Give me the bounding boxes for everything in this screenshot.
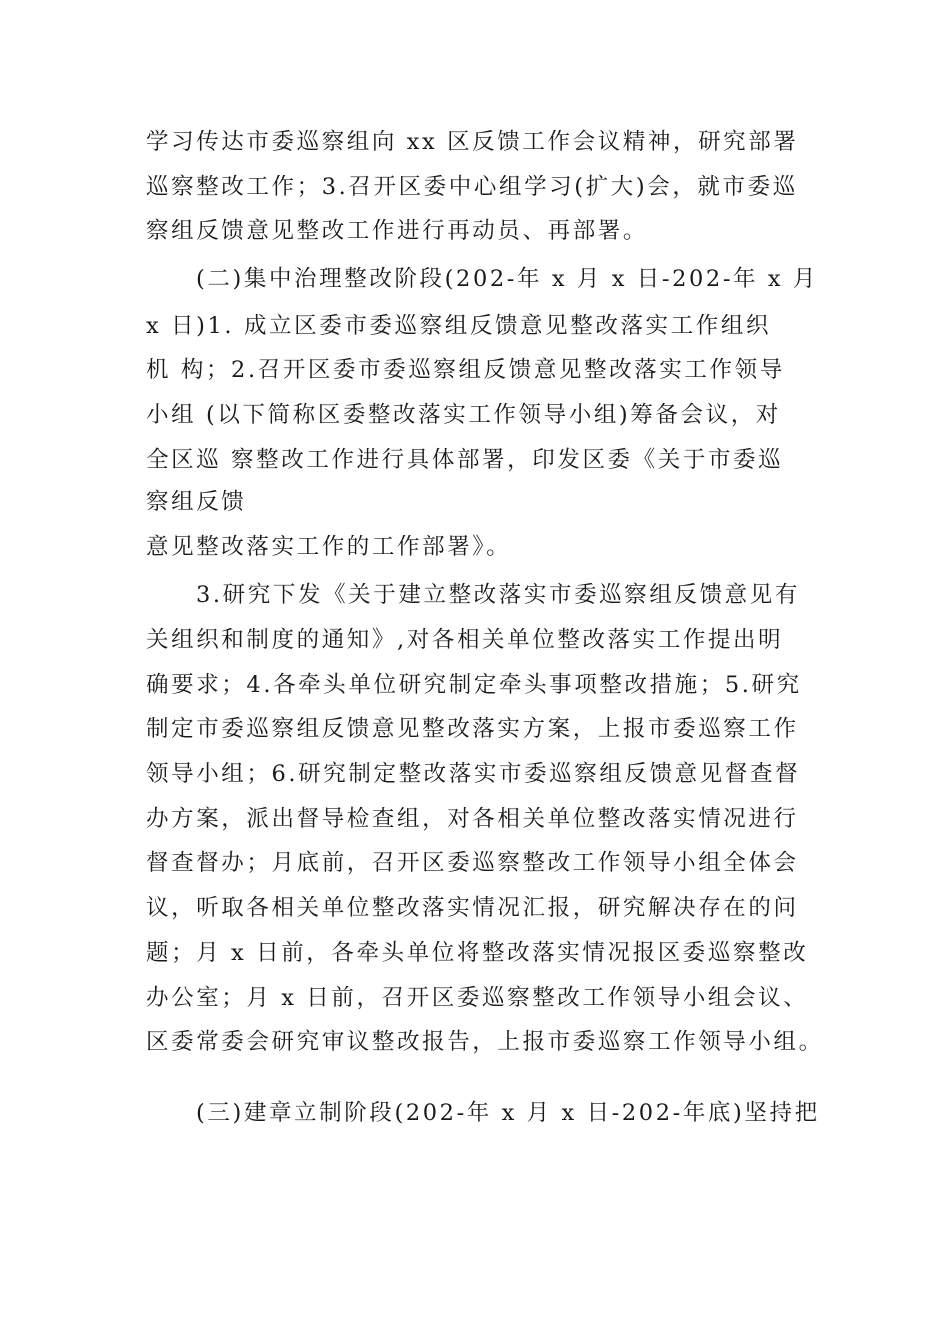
paragraph-line: 领导小组；6.研究制定整改落实市委巡察组反馈意见督查督 [146,761,801,787]
paragraph-line: 察组反馈意见整改工作进行再动员、再部署。 [146,218,649,244]
paragraph-line: 机 构；2.召开区委市委巡察组反馈意见整改落实工作领导 [146,357,785,383]
paragraph-line: 制定市委巡察组反馈意见整改落实方案，上报市委巡察工作 [146,716,799,742]
paragraph-line: 察组反馈 [146,489,247,515]
paragraph-line: 3.研究下发《关于建立整改落实市委巡察组反馈意见有 [196,582,800,608]
paragraph-line: 关组织和制度的通知》,对各相关单位整改落实工作提出明 [146,627,784,653]
paragraph-line: 区委常委会研究审议整改报告，上报市委巡察工作领导小组。 [146,1029,824,1055]
paragraph-line: x 日)1. 成立区委市委巡察组反馈意见整改落实工作组织 [146,313,772,339]
paragraph-line: 确要求；4.各牵头单位研究制定牵头事项整改措施；5.研究 [146,672,802,698]
paragraph-line: 题；月 x 日前，各牵头单位将整改落实情况报区委巡察整改 [146,940,809,966]
paragraph-line: 全区巡 察整改工作进行具体部署，印发区委《关于市委巡 [146,447,784,473]
paragraph-line: 办方案，派出督导检查组，对各相关单位整改落实情况进行 [146,806,799,832]
section-heading-line: (三)建章立制阶段(202-年 x 月 x 日-202-年底)坚持把 [196,1100,820,1126]
paragraph-line: 办公室；月 x 日前，召开区委巡察整改工作领导小组会议、 [146,985,809,1011]
paragraph-line: 督查督办；月底前，召开区委巡察整改工作领导小组全体会 [146,850,799,876]
section-heading-line: (二)集中治理整改阶段(202-年 x 月 x 日-202-年 x 月 [196,266,819,292]
paragraph-line: 小组 (以下简称区委整改落实工作领导小组)筹备会议，对 [146,402,781,428]
paragraph-line: 巡察整改工作；3.召开区委中心组学习(扩大)会，就市委巡 [146,174,798,200]
paragraph-line: 议，听取各相关单位整改落实情况汇报，研究解决存在的问 [146,895,799,921]
paragraph-line: 学习传达市委巡察组向 xx 区反馈工作会议精神，研究部署 [146,129,799,155]
paragraph-line: 意见整改落实工作的工作部署》。 [146,534,512,560]
